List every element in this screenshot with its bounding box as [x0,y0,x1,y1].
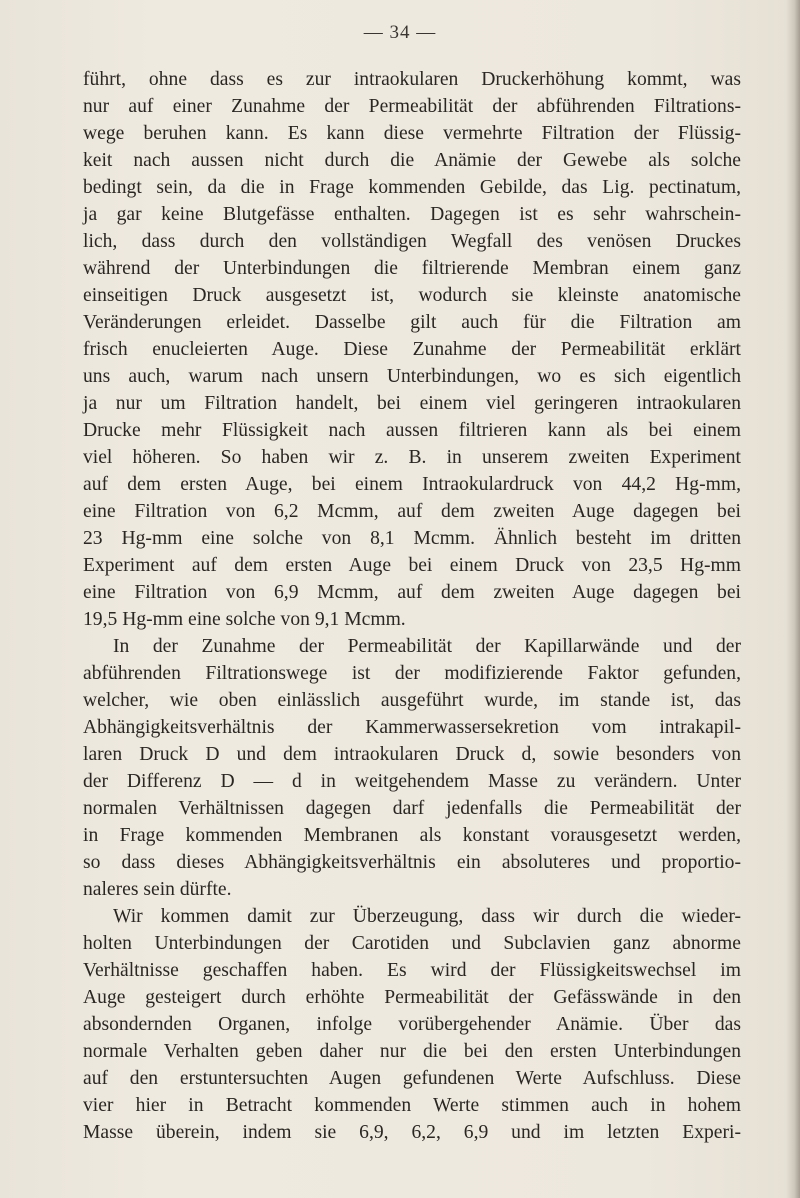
text-line: abführenden Filtrationswege ist der modifizierende Faktor gefunden, [83,663,741,684]
text-line: Abhängigkeitsverhältnis der Kammerwassersekretion vom intrakapil- [83,717,741,738]
text-line: viel höheren. So haben wir z. B. in unserem zweiten Experiment [83,447,741,468]
paragraph [83,633,741,903]
text-line: während der Unterbindungen die filtrierende Membran einem ganz [83,258,741,279]
text-line: In der Zunahme der Permeabilität der Kapillarwände und der [113,636,741,657]
page-edge-shadow [786,0,800,1198]
text-line: laren Druck D und dem intraokularen Druck d, sowie besonders von [83,744,741,765]
text-line: wege beruhen kann. Es kann diese vermehrte Filtration der Flüssig- [83,123,741,144]
text-line: 19,5 Hg-mm eine solche von 9,1 Mcmm. [83,609,406,630]
text-line: auf den erstuntersuchten Augen gefundenen Werte Aufschluss. Diese [83,1068,741,1089]
text-line: welcher, wie oben einlässlich ausgeführt wurde, im stande ist, das [83,690,741,711]
text-line: normale Verhalten geben daher nur die bei den ersten Unterbindungen [83,1041,741,1062]
text-line: so dass dieses Abhängigkeitsverhältnis ein absoluteres und proportio- [83,852,741,873]
text-line: Experiment auf dem ersten Auge bei einem Druck von 23,5 Hg-mm [83,555,741,576]
text-line: ja gar keine Blutgefässe enthalten. Dagegen ist es sehr wahrschein- [83,204,741,225]
text-line: einseitigen Druck ausgesetzt ist, wodurch sie kleinste anatomische [83,285,741,306]
text-line: führt, ohne dass es zur intraokularen Druckerhöhung kommt, was [83,69,741,90]
text-line: absondernden Organen, infolge vorübergehender Anämie. Über das [83,1014,741,1035]
text-line: keit nach aussen nicht durch die Anämie der Gewebe als solche [83,150,741,171]
text-line: Veränderungen erleidet. Dasselbe gilt auch für die Filtration am [83,312,741,333]
text-line: normalen Verhältnissen dagegen darf jedenfalls die Permeabilität der [83,798,741,819]
text-line: naleres sein dürfte. [83,879,232,900]
text-line: uns auch, warum nach unsern Unterbindungen, wo es sich eigentlich [83,366,741,387]
text-line: Wir kommen damit zur Überzeugung, dass wir durch die wieder- [113,906,741,927]
text-line: in Frage kommenden Membranen als konstant vorausgesetzt werden, [83,825,741,846]
text-line: der Differenz D — d in weitgehendem Masse zu verändern. Unter [83,771,741,792]
text-line: auf dem ersten Auge, bei einem Intraokulardruck von 44,2 Hg-mm, [83,474,741,495]
paragraph [83,66,741,633]
text-line: vier hier in Betracht kommenden Werte stimmen auch in hohem [83,1095,741,1116]
text-line: eine Filtration von 6,9 Mcmm, auf dem zweiten Auge dagegen bei [83,582,741,603]
paragraph [83,903,741,1146]
text-line: Verhältnisse geschaffen haben. Es wird der Flüssigkeitswechsel im [83,960,741,981]
text-line: 23 Hg-mm eine solche von 8,1 Mcmm. Ähnlich besteht im dritten [83,528,741,549]
text-line: frisch enucleierten Auge. Diese Zunahme der Permeabilität erklärt [83,339,741,360]
text-line: nur auf einer Zunahme der Permeabilität der abführenden Filtrations- [83,96,741,117]
text-line: bedingt sein, da die in Frage kommenden Gebilde, das Lig. pectinatum, [83,177,741,198]
text-line: lich, dass durch den vollständigen Wegfall des venösen Druckes [83,231,741,252]
text-line: Drucke mehr Flüssigkeit nach aussen filtrieren kann als bei einem [83,420,741,441]
text-line: eine Filtration von 6,2 Mcmm, auf dem zweiten Auge dagegen bei [83,501,741,522]
text-line: ja nur um Filtration handelt, bei einem viel geringeren intraokularen [83,393,741,414]
text-line: holten Unterbindungen der Carotiden und Subclavien ganz abnorme [83,933,741,954]
body-text [83,66,741,1146]
text-line: Auge gesteigert durch erhöhte Permeabilität der Gefässwände in den [83,987,741,1008]
text-line: Masse überein, indem sie 6,9, 6,2, 6,9 und im letzten Experi- [83,1122,741,1143]
page-number: — 34 — [363,22,437,43]
